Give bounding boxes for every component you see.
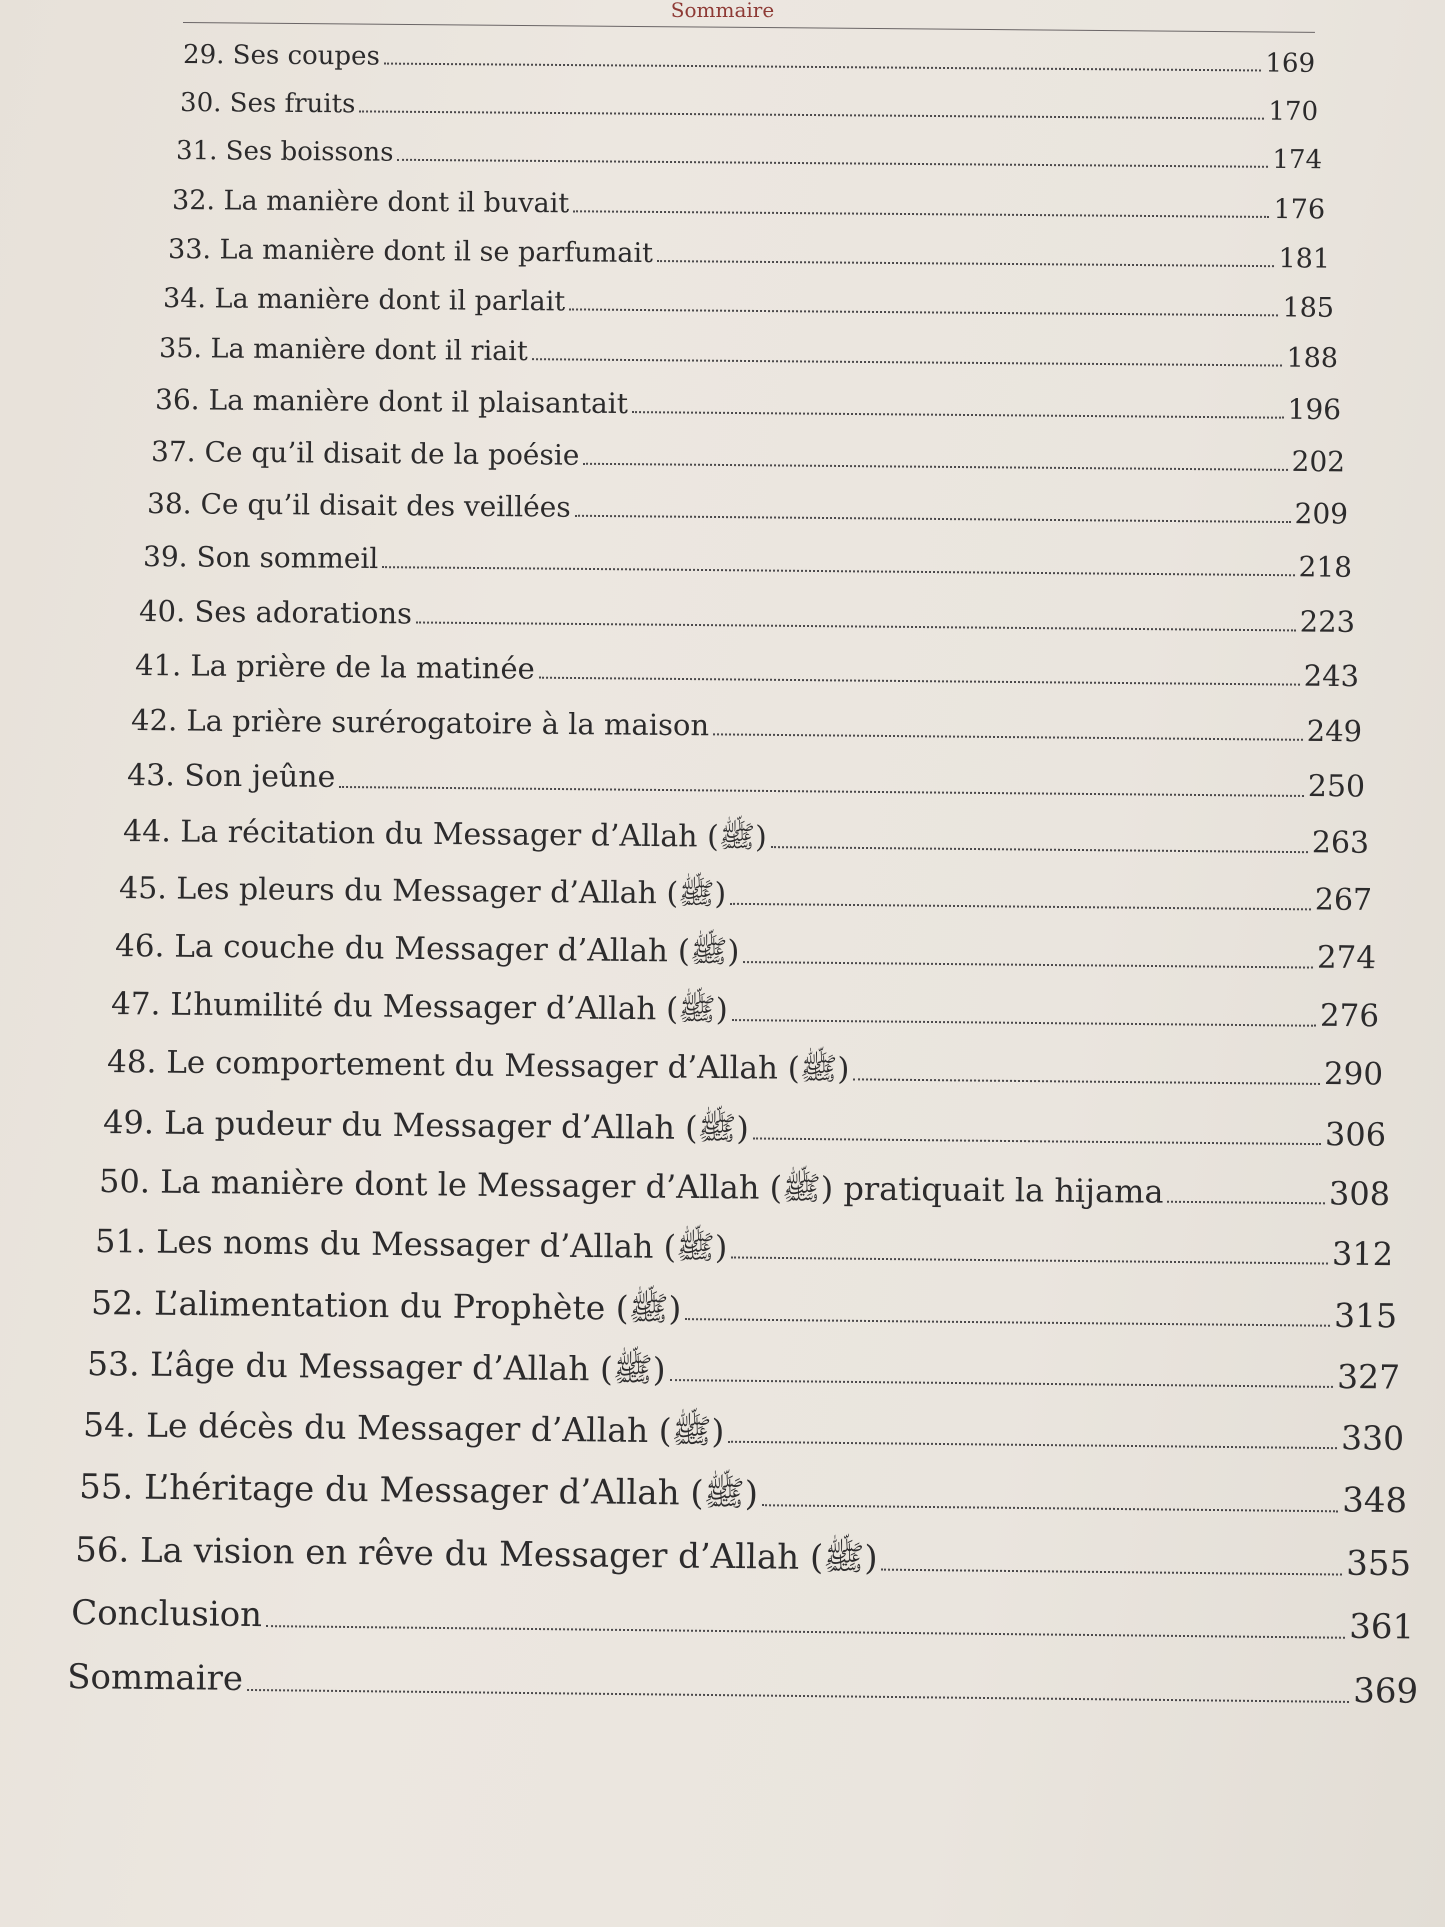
toc-entry-page-number: 312 xyxy=(1331,1234,1394,1274)
toc-entry xyxy=(78,1467,1408,1522)
toc-entry xyxy=(134,648,1360,694)
toc-entry-page-number: 209 xyxy=(1294,497,1349,531)
toc-entry-page-number: 174 xyxy=(1272,144,1323,176)
toc-entry-label: 52. L’alimentation du Prophète (ﷺ) xyxy=(90,1283,682,1329)
dot-leader xyxy=(416,619,1296,631)
toc-entry-page-number: 276 xyxy=(1319,997,1380,1035)
toc-entry-page-number: 243 xyxy=(1303,658,1360,694)
toc-entry xyxy=(179,88,1319,128)
dot-leader xyxy=(339,784,1304,797)
dot-leader xyxy=(532,356,1283,366)
toc-entry-page-number: 218 xyxy=(1298,550,1353,584)
toc-entry xyxy=(130,703,1363,749)
toc-entry-label: 55. L’héritage du Messager d’Allah (ﷺ) xyxy=(78,1467,759,1515)
dot-leader xyxy=(881,1567,1342,1576)
dot-leader xyxy=(539,675,1300,686)
toc-entry xyxy=(138,594,1356,639)
toc-entry-page-number: 250 xyxy=(1307,769,1366,805)
toc-entry-page-number: 308 xyxy=(1328,1174,1391,1213)
toc-entry-label: 43. Son jeûne xyxy=(126,758,336,795)
toc-entry xyxy=(142,540,1353,584)
toc-entry-label: Conclusion xyxy=(70,1593,263,1636)
dot-leader xyxy=(384,61,1262,72)
toc-entry-label: 33. La manière dont il se parfumait xyxy=(167,234,654,270)
toc-entry-label: 30. Ses fruits xyxy=(179,88,356,120)
toc-entry-page-number: 290 xyxy=(1323,1055,1384,1093)
dot-leader xyxy=(398,157,1269,168)
toc-entry-label: 34. La manière dont il parlait xyxy=(162,283,566,318)
toc-entry-page-number: 181 xyxy=(1278,243,1331,275)
toc-entry-label: 29. Ses coupes xyxy=(182,40,380,72)
toc-entry-page-number: 169 xyxy=(1265,48,1316,79)
toc-entry-label: Sommaire xyxy=(66,1657,244,1699)
dot-leader xyxy=(569,306,1278,316)
toc-entry-page-number: 355 xyxy=(1345,1543,1412,1585)
dot-leader xyxy=(731,1254,1328,1264)
toc-entry-label: 31. Ses boissons xyxy=(175,136,394,168)
toc-entry xyxy=(94,1222,1394,1274)
toc-entry-label: 37. Ce qu’il disait de la poésie xyxy=(150,435,580,472)
dot-leader xyxy=(382,564,1294,576)
toc-entry-page-number: 315 xyxy=(1333,1295,1398,1336)
toc-entry-page-number: 223 xyxy=(1299,604,1356,639)
dot-leader xyxy=(762,1502,1338,1512)
toc-entry-label: 49. La pudeur du Messager d’Allah (ﷺ) xyxy=(102,1103,749,1148)
toc-entry xyxy=(154,383,1342,427)
toc-entry-label: 38. Ce qu’il disait des veillées xyxy=(146,487,571,524)
dot-leader xyxy=(670,1377,1333,1388)
toc-entry-label: 47. L’humilité du Messager d’Allah (ﷺ) xyxy=(110,986,728,1029)
toc-entry-label: 41. La prière de la matinée xyxy=(134,648,535,686)
toc-entry-label: 56. La vision en rêve du Messager d’Allah (ﷺ) xyxy=(74,1530,878,1579)
toc-entry xyxy=(106,1044,1384,1093)
dot-leader xyxy=(728,1439,1337,1449)
toc-entry-page-number: 369 xyxy=(1352,1671,1419,1712)
dot-leader xyxy=(853,1076,1320,1085)
toc-entry-label: 45. Les pleurs du Messager d’Allah (ﷺ) xyxy=(118,871,727,912)
toc-entry-label: 36. La manière dont il plaisantait xyxy=(154,383,629,421)
dot-leader xyxy=(730,901,1311,911)
dot-leader xyxy=(743,959,1312,968)
toc-entry xyxy=(118,871,1373,918)
dot-leader xyxy=(657,258,1275,267)
dot-leader xyxy=(575,513,1291,523)
toc-entry xyxy=(90,1283,1398,1336)
toc-entry-page-number: 267 xyxy=(1314,882,1373,918)
toc-entry xyxy=(86,1344,1401,1397)
toc-entry xyxy=(171,185,1326,226)
toc-entry-label: 35. La manière dont il riait xyxy=(158,333,528,368)
dot-leader xyxy=(632,409,1284,419)
toc-entry xyxy=(122,814,1370,861)
dot-leader xyxy=(359,108,1264,119)
toc-entry xyxy=(114,928,1377,977)
toc-entry-page-number: 249 xyxy=(1306,713,1363,749)
toc-entry xyxy=(66,1657,1419,1712)
dot-leader xyxy=(685,1316,1330,1327)
toc-entry xyxy=(102,1103,1387,1154)
toc-entry-label: 44. La récitation du Messager d’Allah (ﷺ) xyxy=(122,814,767,856)
toc-entry-page-number: 327 xyxy=(1336,1356,1401,1397)
toc-entry xyxy=(168,236,1330,273)
dot-leader xyxy=(753,1135,1321,1145)
toc-entry-page-number: 170 xyxy=(1268,96,1319,128)
toc-entry-page-number: 188 xyxy=(1286,342,1339,375)
toc-entry-page-number: 330 xyxy=(1340,1418,1405,1458)
toc-entry-page-number: 306 xyxy=(1324,1115,1387,1154)
toc-entry-page-number: 202 xyxy=(1291,444,1346,479)
toc-entry-label: 53. L’âge du Messager d’Allah (ﷺ) xyxy=(86,1344,666,1389)
toc-entry xyxy=(183,42,1315,77)
toc-entry-label: 50. La manière dont le Messager d’Allah (ﷺ) pratiquait la hijama xyxy=(98,1162,1164,1211)
toc-entry-label: 51. Les noms du Messager d’Allah (ﷺ) xyxy=(94,1222,728,1267)
toc-entry-page-number: 196 xyxy=(1287,392,1342,427)
toc-entry xyxy=(163,285,1334,322)
toc-entry xyxy=(74,1530,1412,1585)
toc-entry-page-number: 348 xyxy=(1341,1480,1408,1522)
toc-entry-label: 32. La manière dont il buvait xyxy=(171,185,570,220)
toc-entry-label: 42. La prière surérogatoire à la maison xyxy=(130,703,710,743)
toc-entry-page-number: 361 xyxy=(1348,1606,1415,1648)
toc-entry xyxy=(82,1405,1405,1458)
toc-entry-page-number: 274 xyxy=(1316,939,1377,977)
dot-leader xyxy=(583,461,1287,471)
toc-entry-label: 48. Le comportement du Messager d’Allah (ﷺ) xyxy=(106,1044,850,1088)
toc-entry-label: 39. Son sommeil xyxy=(142,540,379,576)
toc-entry-label: 54. Le décès du Messager d’Allah (ﷺ) xyxy=(82,1405,725,1451)
toc-entry-label: 46. La couche du Messager d’Allah (ﷺ) xyxy=(114,928,740,971)
toc-entry xyxy=(98,1162,1391,1213)
toc-entry xyxy=(175,136,1323,176)
toc-entry-label: 40. Ses adorations xyxy=(138,594,413,631)
toc-entry-page-number: 176 xyxy=(1273,193,1326,226)
toc-entry-page-number: 185 xyxy=(1282,292,1335,324)
toc-entry xyxy=(70,1593,1415,1648)
toc-entry xyxy=(150,435,1346,479)
dot-leader xyxy=(771,844,1308,853)
toc-entry xyxy=(146,487,1349,531)
dot-leader xyxy=(732,1017,1316,1027)
toc-entry xyxy=(158,333,1339,375)
running-header: Sommaire xyxy=(670,0,775,22)
toc-entry-page-number: 263 xyxy=(1311,825,1370,861)
toc-entry xyxy=(126,758,1366,805)
dot-leader xyxy=(247,1687,1349,1703)
dot-leader xyxy=(573,208,1269,218)
toc-entry xyxy=(110,986,1380,1035)
dot-leader xyxy=(713,731,1303,740)
dot-leader xyxy=(1167,1199,1325,1205)
dot-leader xyxy=(266,1623,1345,1639)
